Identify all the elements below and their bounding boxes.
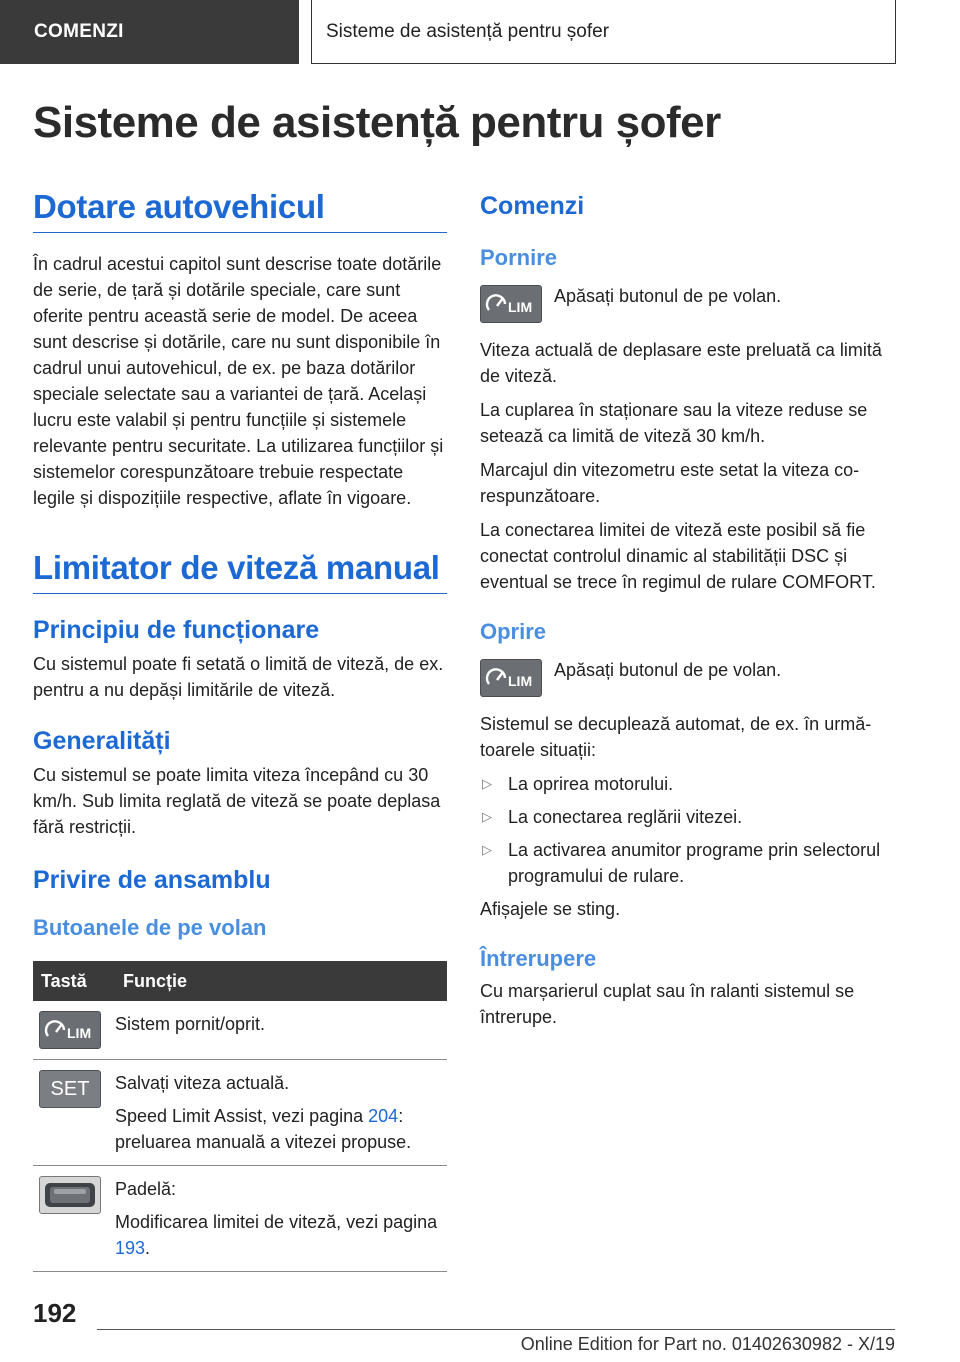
svg-text:LIM: LIM [508,673,533,689]
heading-generalitati: Generalități [33,727,171,755]
row-2-note: Speed Limit Assist, vezi pagina 204: preluarea manuală a vitezei propuse. [115,1106,412,1152]
heading-limitator: Limitator de viteză manual [33,549,447,594]
table-header-row [33,961,447,1001]
lim-button-icon [39,1011,101,1049]
right-column [480,188,892,1030]
heading-pornire: Pornire [480,245,558,270]
page-link-193[interactable]: 193 [115,1238,146,1258]
footer-edition: Online Edition for Part no. 01402630982 - X/19 [520,1334,895,1354]
lim-button-icon [480,659,542,697]
page-link-204[interactable]: 204 [368,1106,399,1126]
row-3-note: Modificarea limitei de viteză, vezi pagina 193. [115,1212,438,1258]
list-item: ▷ La activarea anumitor programe prin selectorul programului de rulare. [480,837,892,889]
svg-text:LIM: LIM [67,1025,92,1041]
set-button-icon [39,1070,101,1108]
paragraph-pornire-3: Marcajul din vitezometru este setat la viteza corespunzătoare. [480,460,860,506]
paragraph-dotare: În cadrul acestui capitol sunt descrise toate dotările de serie, de țară și dotările speciale, care sunt oferite pentru această serie de model. De aceea sunt descrise și dotările, care nu sunt disponibile în cadrul unui autovehicul, de ex. pe baza dotărilor speciale selectate sau a variantei de țară. Același lucru este valabil și pentru funcțiile și sistemele relevante pentru securitate. La utilizarea funcțiilor și sistemelor corespunzătoare trebuie respectate legile și dispozițiile respective, aflate în vigoare. [33,254,444,508]
paragraph-pornire-2: La cuplarea în staționare sau la viteze reduse se setează ca limită de viteză 30 km/h. [480,400,868,446]
row-1-function: Sistem pornit/oprit. [115,1014,266,1034]
header-chapter-label: Sisteme de asistență pentru șofer [326,20,610,42]
heading-dotare: Dotare autovehicul [33,188,447,233]
header-chapter-box [311,0,896,64]
triangle-bullet-icon: ▷ [482,809,492,824]
paddle-rocker-icon [39,1176,101,1214]
heading-butoane: Butoanele de pe volan [33,915,267,940]
paragraph-pornire-1: Viteza actuală de deplasare este preluată ca limită de viteză. [480,340,882,386]
triangle-bullet-icon: ▷ [482,842,492,857]
row-3-function: Padelă: [115,1179,177,1199]
left-column [33,188,447,1272]
svg-text:LIM: LIM [508,299,533,315]
buttons-table [33,961,447,1272]
list-item: ▷ La oprirea motorului. [480,771,892,797]
pornire-icon-text: Apăsați butonul de pe volan. [554,286,782,306]
page-title: Sisteme de asistență pentru șofer [33,98,721,147]
table-row [33,1166,447,1272]
table-header-function: Funcție [115,961,447,1001]
table-row [33,1001,447,1060]
paragraph-afisaje: Afișajele se sting. [480,899,621,919]
table-header-key: Tastă [33,961,115,1001]
paragraph-generalitati: Cu sistemul se poate limita viteza începând cu 30 km/h. Sub limita reglată de viteză se poate deplasa fără restricții. [33,765,441,837]
table-row [33,1060,447,1166]
paragraph-principiu: Cu sistemul poate fi setată o limită de viteză, de ex. pentru a nu depăși limitările de viteză. [33,654,444,700]
heading-privire: Privire de ansamblu [33,866,271,894]
paragraph-intrerupere: Cu marșarierul cuplat sau în ralanti sistemul se întrerupe. [480,981,855,1027]
heading-oprire: Oprire [480,619,547,644]
set-button-label: SET [50,1078,90,1100]
heading-intrerupere: Întrerupere [480,946,597,971]
heading-principiu: Principiu de funcționare [33,616,320,644]
list-item: ▷ La conectarea reglării vitezei. [480,804,892,830]
paragraph-pornire-4: La conectarea limitei de viteză este posibil să fie conectat controlul dinamic al stabilității DSC și eventual se trece în regimul de rulare COMFORT. [480,520,876,592]
pornire-instruction [480,285,892,323]
paragraph-oprire: Sistemul se decuplează automat, de ex. în următoarele situații: [480,714,872,760]
heading-comenzi: Comenzi [480,192,585,220]
oprire-icon-text: Apăsați butonul de pe volan. [554,660,782,680]
row-2-function: Salvați viteza actuală. [115,1073,290,1093]
triangle-bullet-icon: ▷ [482,776,492,791]
oprire-instruction [480,659,892,697]
lim-button-icon [480,285,542,323]
oprire-situations-list [480,771,892,889]
header-section-label: COMENZI [34,21,124,42]
footer-divider [97,1329,895,1330]
header-section-tab [0,0,299,64]
page-number: 192 [33,1298,77,1328]
